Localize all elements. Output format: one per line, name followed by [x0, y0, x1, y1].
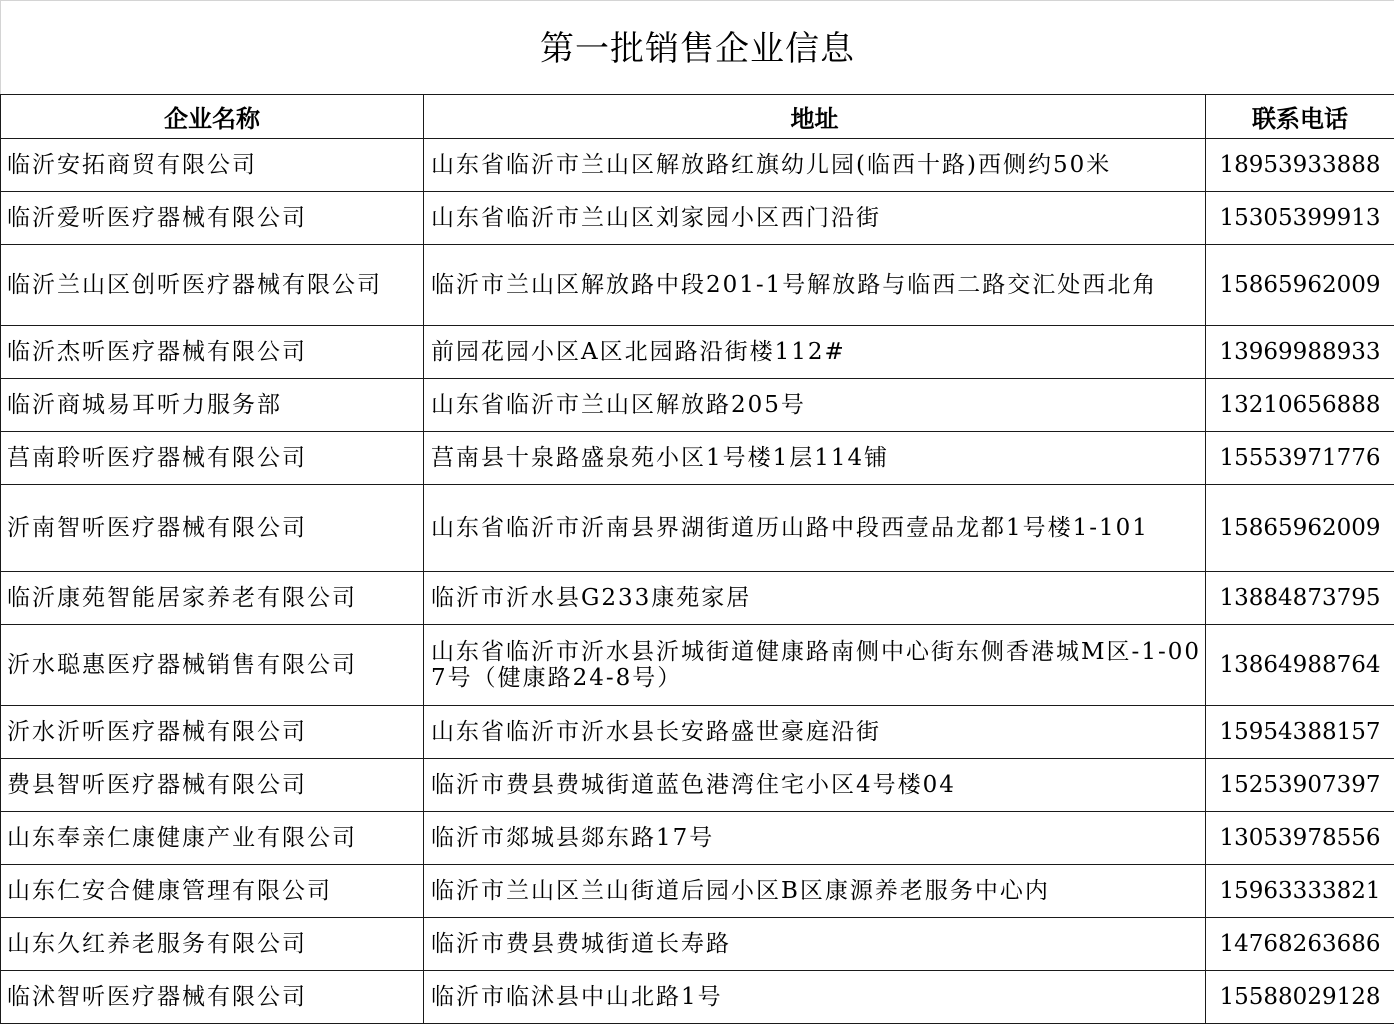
address-cell: 临沂市费县费城街道蓝色港湾住宅小区4号楼04	[424, 759, 1206, 812]
enterprise-name-cell: 费县智听医疗器械有限公司	[1, 759, 424, 812]
enterprise-name-cell: 莒南聆听医疗器械有限公司	[1, 432, 424, 485]
address-cell: 山东省临沂市兰山区刘家园小区西门沿街	[424, 192, 1206, 245]
address-cell: 临沂市沂水县G233康苑家居	[424, 572, 1206, 625]
table-row	[1, 759, 1394, 812]
phone-cell: 15954388157	[1206, 706, 1394, 759]
address-cell: 山东省临沂市沂南县界湖街道历山路中段西壹品龙都1号楼1-101	[424, 485, 1206, 572]
table-row	[1, 192, 1394, 245]
address-cell: 临沂市费县费城街道长寿路	[424, 918, 1206, 971]
enterprise-name-cell: 沂水聪惠医疗器械销售有限公司	[1, 625, 424, 706]
enterprise-name-cell: 山东奉亲仁康健康产业有限公司	[1, 812, 424, 865]
table-row	[1, 485, 1394, 572]
table-row	[1, 971, 1394, 1024]
phone-cell: 13210656888	[1206, 379, 1394, 432]
table-row	[1, 572, 1394, 625]
table-row	[1, 432, 1394, 485]
phone-cell: 15963333821	[1206, 865, 1394, 918]
table-row	[1, 326, 1394, 379]
enterprise-name-cell: 临沂安拓商贸有限公司	[1, 139, 424, 192]
enterprise-name-cell: 临沂杰听医疗器械有限公司	[1, 326, 424, 379]
enterprise-name-cell: 沂南智听医疗器械有限公司	[1, 485, 424, 572]
table-row	[1, 812, 1394, 865]
enterprise-name-cell: 临沂康苑智能居家养老有限公司	[1, 572, 424, 625]
address-cell: 临沂市临沭县中山北路1号	[424, 971, 1206, 1024]
table-row	[1, 625, 1394, 706]
table-row	[1, 379, 1394, 432]
table-row	[1, 918, 1394, 971]
header-address: 地址	[424, 95, 1206, 139]
phone-cell: 14768263686	[1206, 918, 1394, 971]
address-cell: 莒南县十泉路盛泉苑小区1号楼1层114铺	[424, 432, 1206, 485]
enterprise-name-cell: 临沂兰山区创听医疗器械有限公司	[1, 245, 424, 326]
address-cell: 山东省临沂市沂水县长安路盛世豪庭沿街	[424, 706, 1206, 759]
page-title: 第一批销售企业信息	[540, 27, 855, 71]
phone-cell: 15588029128	[1206, 971, 1394, 1024]
address-cell: 山东省临沂市沂水县沂城街道健康路南侧中心街东侧香港城M区-1-007号（健康路24-8号）	[424, 625, 1206, 706]
phone-cell: 15865962009	[1206, 245, 1394, 326]
phone-cell: 13053978556	[1206, 812, 1394, 865]
table-row	[1, 706, 1394, 759]
phone-cell: 15865962009	[1206, 485, 1394, 572]
address-cell: 山东省临沂市兰山区解放路205号	[424, 379, 1206, 432]
enterprise-name-cell: 临沂爱听医疗器械有限公司	[1, 192, 424, 245]
address-cell: 山东省临沂市兰山区解放路红旗幼儿园(临西十路)西侧约50米	[424, 139, 1206, 192]
enterprise-name-cell: 沂水沂听医疗器械有限公司	[1, 706, 424, 759]
address-cell: 临沂市兰山区兰山街道后园小区B区康源养老服务中心内	[424, 865, 1206, 918]
phone-cell: 15253907397	[1206, 759, 1394, 812]
header-enterprise-name: 企业名称	[1, 95, 424, 139]
enterprise-name-cell: 临沂商城易耳听力服务部	[1, 379, 424, 432]
phone-cell: 15553971776	[1206, 432, 1394, 485]
header-phone: 联系电话	[1206, 95, 1394, 139]
enterprise-name-cell: 山东久红养老服务有限公司	[1, 918, 424, 971]
enterprise-table	[0, 94, 1394, 1024]
table-row	[1, 139, 1394, 192]
address-cell: 前园花园小区A区北园路沿街楼112#	[424, 326, 1206, 379]
phone-cell: 13864988764	[1206, 625, 1394, 706]
address-cell: 临沂市兰山区解放路中段201-1号解放路与临西二路交汇处西北角	[424, 245, 1206, 326]
phone-cell: 13969988933	[1206, 326, 1394, 379]
enterprise-name-cell: 山东仁安合健康管理有限公司	[1, 865, 424, 918]
table-header-row	[1, 95, 1394, 139]
phone-cell: 15305399913	[1206, 192, 1394, 245]
phone-cell: 18953933888	[1206, 139, 1394, 192]
table-row	[1, 245, 1394, 326]
phone-cell: 13884873795	[1206, 572, 1394, 625]
address-cell: 临沂市郯城县郯东路17号	[424, 812, 1206, 865]
enterprise-name-cell: 临沭智听医疗器械有限公司	[1, 971, 424, 1024]
table-row	[1, 865, 1394, 918]
title-area	[0, 0, 1394, 94]
